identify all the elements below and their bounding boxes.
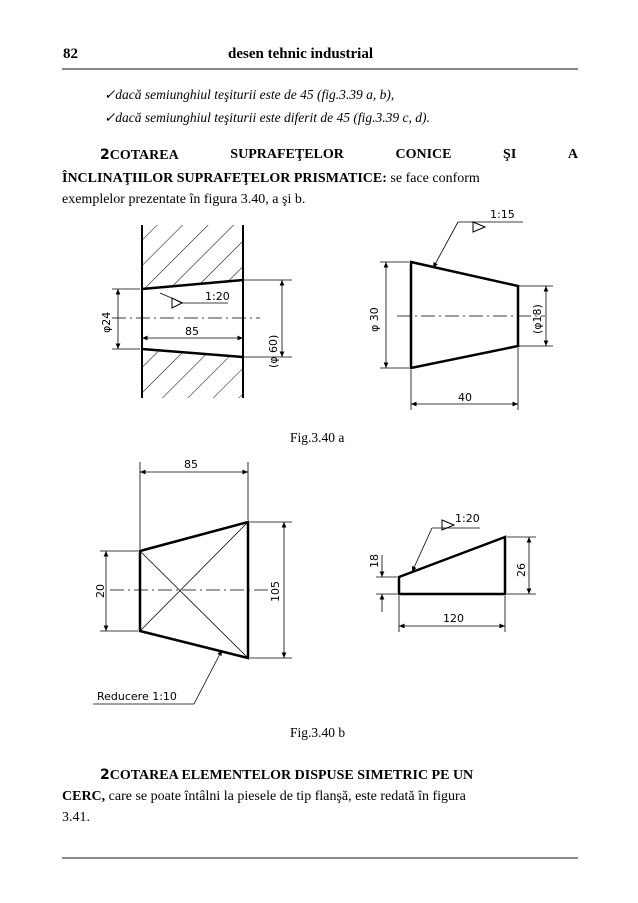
section2-heading-text: COTAREA ELEMENTELOR DISPUSE SIMETRIC PE UN — [109, 768, 474, 783]
fig-a-dim-d30: φ 30 — [368, 307, 381, 332]
footer-divider — [62, 857, 578, 859]
fig-b-dim-120: 120 — [443, 612, 464, 625]
fig-a-right-drawing — [368, 208, 553, 410]
section2-line3: 3.41. — [62, 810, 90, 825]
fig-b-caption: Fig.3.40 b — [290, 725, 346, 740]
fig-b-dim-85: 85 — [184, 458, 198, 471]
fig-b-dim-105: 105 — [269, 581, 282, 602]
fig-a-dim-d60: (φ 60) — [267, 334, 280, 368]
section1-bold-text: ÎNCLINAŢIILOR SUPRAFEŢELOR PRISMATICE: — [62, 171, 387, 186]
page-number: 82 — [63, 46, 78, 62]
fig-a-dim-d24: φ24 — [100, 311, 113, 333]
fig-a-dim-d18: (φ18) — [531, 304, 544, 334]
section1-word-5: A — [567, 147, 578, 162]
section2-rest-text: care se poate întâlni la piesele de tip flanşă, este redată în figura — [105, 789, 466, 804]
fig-a-dim-40: 40 — [458, 391, 472, 404]
bullet-item-1: ✓dacă semiunghiul teşiturii este de 45 (fig.3.39 a, b), — [104, 87, 395, 102]
fig-b-slope-120: 1:20 — [455, 512, 480, 525]
section1-word-1: COTAREA — [109, 148, 179, 163]
running-title: desen tehnic industrial — [228, 46, 374, 62]
fig-b-dim-20: 20 — [94, 584, 107, 598]
fig-b-dim-26: 26 — [515, 563, 528, 577]
fig-b-left-drawing — [93, 458, 292, 704]
section2-heading-line1 — [62, 765, 578, 786]
fig-a-slope-115: 1:15 — [490, 208, 515, 221]
section1-rest-text: se face conform — [386, 171, 480, 186]
fig-b-right-drawing — [368, 512, 536, 632]
fig-a-caption: Fig.3.40 a — [290, 430, 345, 445]
fig-a-slope-120: 1:20 — [205, 290, 230, 303]
section2-marker: 2 — [100, 767, 110, 783]
section1-word-2: SUPRAFEŢELOR — [230, 147, 344, 162]
fig-a-left-drawing — [100, 225, 292, 398]
section1-word-3: CONICE — [395, 147, 452, 162]
section1-marker: 2 — [100, 147, 110, 163]
fig-a-dim-85: 85 — [185, 325, 199, 338]
section2-line2 — [62, 786, 578, 807]
bullet-item-2: ✓dacă semiunghiul teşiturii este diferit de 45 (fig.3.39 c, d). — [104, 110, 430, 125]
section2-bold-text: CERC, — [62, 789, 106, 804]
fig-b-dim-18: 18 — [368, 554, 381, 568]
section1-line3: exemplelor prezentate în figura 3.40, a şi b. — [62, 192, 306, 207]
section1-word-4: ŞI — [503, 147, 517, 162]
fig-b-note-reducere: Reducere 1:10 — [97, 690, 177, 703]
